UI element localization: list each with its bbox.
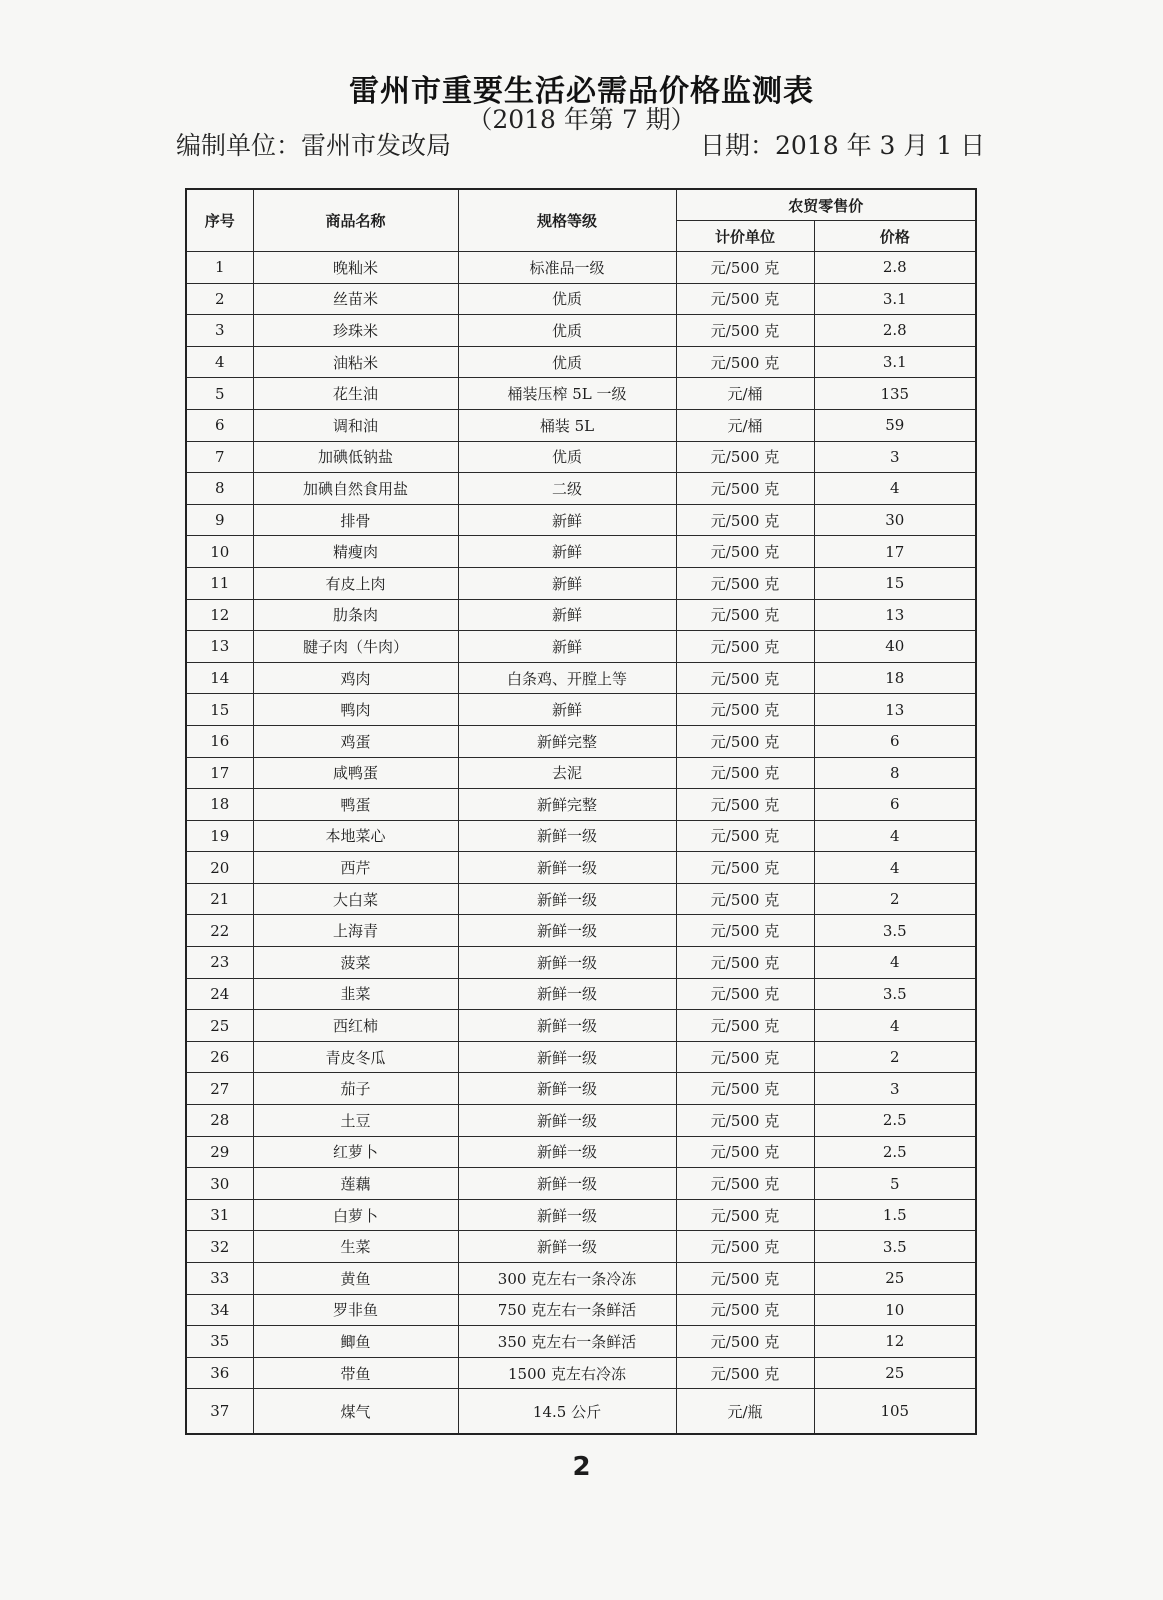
cell-seq: 1 [186, 252, 253, 284]
cell-spec: 新鲜 [458, 536, 676, 568]
cell-seq: 5 [186, 378, 253, 410]
table-row [186, 1010, 976, 1042]
cell-price: 12 [814, 1326, 976, 1358]
table-row [186, 915, 976, 947]
cell-name: 腱子肉（牛肉） [253, 631, 458, 663]
table-row [186, 599, 976, 631]
cell-price: 6 [814, 725, 976, 757]
cell-spec: 新鲜一级 [458, 1105, 676, 1137]
header-name: 商品名称 [253, 189, 458, 252]
cell-seq: 21 [186, 883, 253, 915]
cell-name: 土豆 [253, 1105, 458, 1137]
cell-unit: 元/500 克 [676, 662, 814, 694]
cell-unit: 元/500 克 [676, 1231, 814, 1263]
cell-name: 韭菜 [253, 978, 458, 1010]
cell-price: 2.5 [814, 1136, 976, 1168]
cell-price: 4 [814, 473, 976, 505]
cell-price: 4 [814, 1010, 976, 1042]
cell-seq: 20 [186, 852, 253, 884]
compiling-unit: 编制单位：雷州市发改局 [176, 131, 452, 160]
table-row [186, 252, 976, 284]
cell-name: 西芹 [253, 852, 458, 884]
page-title: 雷州市重要生活必需品价格监测表 [349, 74, 814, 109]
cell-name: 生菜 [253, 1231, 458, 1263]
price-table [185, 188, 977, 1435]
table-body [186, 252, 976, 1435]
cell-seq: 28 [186, 1105, 253, 1137]
table-row [186, 1231, 976, 1263]
cell-price: 1.5 [814, 1199, 976, 1231]
cell-unit: 元/500 克 [676, 1326, 814, 1358]
table-row [186, 1073, 976, 1105]
cell-seq: 17 [186, 757, 253, 789]
table-row [186, 694, 976, 726]
report-date: 日期：2018 年 3 月 1 日 [700, 131, 986, 160]
cell-price: 4 [814, 947, 976, 979]
cell-seq: 9 [186, 504, 253, 536]
cell-name: 肋条肉 [253, 599, 458, 631]
cell-price: 3 [814, 1073, 976, 1105]
cell-seq: 31 [186, 1199, 253, 1231]
table-row [186, 1041, 976, 1073]
cell-name: 加碘自然食用盐 [253, 473, 458, 505]
cell-unit: 元/500 克 [676, 567, 814, 599]
cell-unit: 元/500 克 [676, 1294, 814, 1326]
cell-seq: 11 [186, 567, 253, 599]
cell-price: 18 [814, 662, 976, 694]
cell-seq: 6 [186, 409, 253, 441]
cell-unit: 元/500 克 [676, 1168, 814, 1200]
table-row [186, 1136, 976, 1168]
cell-spec: 新鲜一级 [458, 978, 676, 1010]
cell-spec: 桶装压榨 5L 一级 [458, 378, 676, 410]
table-row [186, 346, 976, 378]
cell-unit: 元/500 克 [676, 1105, 814, 1137]
cell-spec: 新鲜一级 [458, 1073, 676, 1105]
cell-spec: 白条鸡、开膛上等 [458, 662, 676, 694]
cell-seq: 13 [186, 631, 253, 663]
cell-unit: 元/500 克 [676, 1357, 814, 1389]
cell-seq: 3 [186, 315, 253, 347]
cell-unit: 元/500 克 [676, 252, 814, 284]
table-row [186, 1326, 976, 1358]
cell-price: 8 [814, 757, 976, 789]
page-number: 2 [572, 1452, 591, 1482]
cell-price: 2.8 [814, 252, 976, 284]
cell-seq: 18 [186, 789, 253, 821]
table-row [186, 852, 976, 884]
cell-unit: 元/桶 [676, 409, 814, 441]
issue-subtitle: （2018 年第 7 期） [467, 105, 696, 134]
cell-price: 59 [814, 409, 976, 441]
cell-name: 珍珠米 [253, 315, 458, 347]
cell-unit: 元/500 克 [676, 599, 814, 631]
table-row [186, 409, 976, 441]
table-row [186, 757, 976, 789]
cell-name: 加碘低钠盐 [253, 441, 458, 473]
table-row [186, 820, 976, 852]
cell-seq: 35 [186, 1326, 253, 1358]
cell-price: 3.1 [814, 346, 976, 378]
table-row [186, 567, 976, 599]
cell-spec: 新鲜完整 [458, 789, 676, 821]
table-row [186, 1294, 976, 1326]
cell-price: 2.5 [814, 1105, 976, 1137]
table-row [186, 315, 976, 347]
cell-seq: 29 [186, 1136, 253, 1168]
cell-price: 17 [814, 536, 976, 568]
table-row [186, 725, 976, 757]
cell-spec: 优质 [458, 441, 676, 473]
cell-seq: 25 [186, 1010, 253, 1042]
cell-name: 鲫鱼 [253, 1326, 458, 1358]
table-row [186, 1105, 976, 1137]
cell-price: 5 [814, 1168, 976, 1200]
cell-price: 6 [814, 789, 976, 821]
table-row [186, 378, 976, 410]
cell-spec: 去泥 [458, 757, 676, 789]
cell-unit: 元/500 克 [676, 441, 814, 473]
cell-unit: 元/500 克 [676, 1010, 814, 1042]
cell-spec: 新鲜 [458, 631, 676, 663]
cell-seq: 2 [186, 283, 253, 315]
cell-spec: 优质 [458, 315, 676, 347]
cell-name: 带鱼 [253, 1357, 458, 1389]
cell-name: 鸭肉 [253, 694, 458, 726]
cell-unit: 元/500 克 [676, 947, 814, 979]
table-row [186, 1357, 976, 1389]
table-row [186, 883, 976, 915]
cell-price: 4 [814, 852, 976, 884]
cell-price: 40 [814, 631, 976, 663]
cell-unit: 元/500 克 [676, 757, 814, 789]
table-row [186, 283, 976, 315]
cell-unit: 元/500 克 [676, 315, 814, 347]
cell-seq: 33 [186, 1263, 253, 1295]
cell-price: 13 [814, 599, 976, 631]
cell-unit: 元/500 克 [676, 346, 814, 378]
cell-seq: 32 [186, 1231, 253, 1263]
cell-unit: 元/500 克 [676, 473, 814, 505]
cell-seq: 34 [186, 1294, 253, 1326]
cell-name: 茄子 [253, 1073, 458, 1105]
cell-spec: 新鲜一级 [458, 947, 676, 979]
cell-spec: 新鲜一级 [458, 915, 676, 947]
cell-unit: 元/500 克 [676, 978, 814, 1010]
cell-seq: 30 [186, 1168, 253, 1200]
cell-name: 精瘦肉 [253, 536, 458, 568]
cell-unit: 元/500 克 [676, 1073, 814, 1105]
header-seq: 序号 [186, 189, 253, 252]
cell-seq: 16 [186, 725, 253, 757]
cell-price: 3 [814, 441, 976, 473]
cell-seq: 8 [186, 473, 253, 505]
cell-seq: 23 [186, 947, 253, 979]
cell-spec: 新鲜 [458, 599, 676, 631]
cell-price: 135 [814, 378, 976, 410]
cell-seq: 27 [186, 1073, 253, 1105]
table-row [186, 789, 976, 821]
cell-spec: 新鲜一级 [458, 1041, 676, 1073]
cell-name: 大白菜 [253, 883, 458, 915]
cell-seq: 4 [186, 346, 253, 378]
cell-name: 鸡蛋 [253, 725, 458, 757]
cell-name: 红萝卜 [253, 1136, 458, 1168]
cell-name: 西红柿 [253, 1010, 458, 1042]
cell-spec: 新鲜一级 [458, 1199, 676, 1231]
cell-price: 2.8 [814, 315, 976, 347]
cell-name: 煤气 [253, 1389, 458, 1435]
cell-spec: 300 克左右一条冷冻 [458, 1263, 676, 1295]
cell-name: 罗非鱼 [253, 1294, 458, 1326]
cell-name: 黄鱼 [253, 1263, 458, 1295]
cell-spec: 新鲜 [458, 567, 676, 599]
table-row [186, 504, 976, 536]
cell-name: 油粘米 [253, 346, 458, 378]
cell-seq: 12 [186, 599, 253, 631]
cell-name: 花生油 [253, 378, 458, 410]
cell-spec: 桶装 5L [458, 409, 676, 441]
table-row [186, 441, 976, 473]
cell-name: 鸭蛋 [253, 789, 458, 821]
cell-unit: 元/500 克 [676, 631, 814, 663]
cell-price: 3.1 [814, 283, 976, 315]
cell-unit: 元/500 克 [676, 283, 814, 315]
cell-unit: 元/500 克 [676, 852, 814, 884]
cell-unit: 元/500 克 [676, 536, 814, 568]
cell-name: 晚籼米 [253, 252, 458, 284]
cell-name: 有皮上肉 [253, 567, 458, 599]
cell-spec: 新鲜一级 [458, 852, 676, 884]
table-row [186, 662, 976, 694]
cell-unit: 元/500 克 [676, 694, 814, 726]
cell-seq: 26 [186, 1041, 253, 1073]
cell-name: 白萝卜 [253, 1199, 458, 1231]
cell-spec: 新鲜 [458, 694, 676, 726]
table-row [186, 1263, 976, 1295]
cell-spec: 优质 [458, 346, 676, 378]
cell-unit: 元/瓶 [676, 1389, 814, 1435]
table-row [186, 947, 976, 979]
table-row [186, 473, 976, 505]
cell-name: 菠菜 [253, 947, 458, 979]
cell-price: 4 [814, 820, 976, 852]
cell-name: 咸鸭蛋 [253, 757, 458, 789]
cell-spec: 350 克左右一条鲜活 [458, 1326, 676, 1358]
cell-price: 2 [814, 883, 976, 915]
cell-unit: 元/500 克 [676, 1041, 814, 1073]
cell-unit: 元/500 克 [676, 504, 814, 536]
cell-spec: 新鲜一级 [458, 1136, 676, 1168]
cell-spec: 新鲜完整 [458, 725, 676, 757]
table-row [186, 536, 976, 568]
cell-seq: 10 [186, 536, 253, 568]
cell-price: 3.5 [814, 1231, 976, 1263]
table-row [186, 1389, 976, 1435]
cell-price: 3.5 [814, 978, 976, 1010]
cell-spec: 二级 [458, 473, 676, 505]
cell-name: 上海青 [253, 915, 458, 947]
cell-spec: 新鲜一级 [458, 1231, 676, 1263]
cell-price: 2 [814, 1041, 976, 1073]
cell-spec: 14.5 公斤 [458, 1389, 676, 1435]
cell-seq: 14 [186, 662, 253, 694]
cell-seq: 15 [186, 694, 253, 726]
cell-seq: 36 [186, 1357, 253, 1389]
cell-unit: 元/桶 [676, 378, 814, 410]
cell-seq: 24 [186, 978, 253, 1010]
cell-spec: 新鲜一级 [458, 1168, 676, 1200]
header-price: 价格 [814, 221, 976, 252]
cell-spec: 1500 克左右冷冻 [458, 1357, 676, 1389]
cell-price: 13 [814, 694, 976, 726]
table-row [186, 631, 976, 663]
cell-name: 调和油 [253, 409, 458, 441]
cell-unit: 元/500 克 [676, 915, 814, 947]
cell-seq: 7 [186, 441, 253, 473]
cell-unit: 元/500 克 [676, 1263, 814, 1295]
cell-unit: 元/500 克 [676, 1136, 814, 1168]
cell-name: 排骨 [253, 504, 458, 536]
header-retail-price-group: 农贸零售价 [676, 189, 976, 221]
header-unit: 计价单位 [676, 221, 814, 252]
cell-price: 105 [814, 1389, 976, 1435]
cell-seq: 37 [186, 1389, 253, 1435]
cell-name: 鸡肉 [253, 662, 458, 694]
cell-name: 本地菜心 [253, 820, 458, 852]
cell-price: 25 [814, 1357, 976, 1389]
cell-unit: 元/500 克 [676, 1199, 814, 1231]
cell-spec: 新鲜一级 [458, 1010, 676, 1042]
cell-spec: 新鲜 [458, 504, 676, 536]
cell-unit: 元/500 克 [676, 820, 814, 852]
cell-price: 25 [814, 1263, 976, 1295]
cell-seq: 22 [186, 915, 253, 947]
cell-price: 10 [814, 1294, 976, 1326]
cell-name: 丝苗米 [253, 283, 458, 315]
cell-unit: 元/500 克 [676, 725, 814, 757]
cell-price: 30 [814, 504, 976, 536]
cell-spec: 优质 [458, 283, 676, 315]
cell-spec: 新鲜一级 [458, 820, 676, 852]
cell-unit: 元/500 克 [676, 883, 814, 915]
header-spec: 规格等级 [458, 189, 676, 252]
cell-price: 15 [814, 567, 976, 599]
cell-name: 莲藕 [253, 1168, 458, 1200]
cell-name: 青皮冬瓜 [253, 1041, 458, 1073]
table-row [186, 1199, 976, 1231]
cell-spec: 标准品一级 [458, 252, 676, 284]
cell-seq: 19 [186, 820, 253, 852]
cell-unit: 元/500 克 [676, 789, 814, 821]
table-row [186, 1168, 976, 1200]
cell-spec: 750 克左右一条鲜活 [458, 1294, 676, 1326]
table-row [186, 978, 976, 1010]
cell-spec: 新鲜一级 [458, 883, 676, 915]
cell-price: 3.5 [814, 915, 976, 947]
